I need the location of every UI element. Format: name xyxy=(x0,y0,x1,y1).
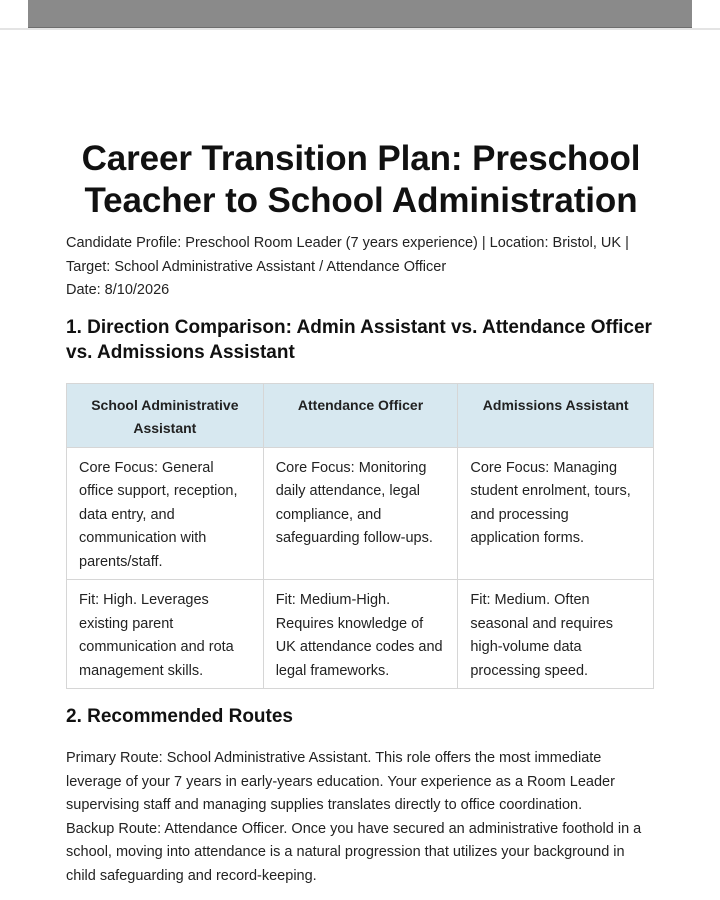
backup-route-paragraph: Backup Route: Attendance Officer. Once you have secured an administrative foothold in a school, moving into attendance is a natural progression that utilizes your background in child safeguarding and record-keeping. xyxy=(66,820,642,884)
table-cell: Fit: Medium-High. Requires knowledge of UK attendance codes and legal frameworks. xyxy=(263,580,458,689)
header-admissions-assistant: Admissions Assistant xyxy=(458,383,654,447)
section-2-heading: 2. Recommended Routes xyxy=(66,706,293,727)
table-cell: Fit: High. Leverages existing parent communication and rota management skills. xyxy=(67,580,264,689)
document-date: Date: 8/10/2026 xyxy=(66,282,170,298)
header-admin-assistant: School Administrative Assistant xyxy=(67,383,264,447)
document-page xyxy=(66,138,656,888)
table-cell: Fit: Medium. Often seasonal and requires high-volume data processing speed. xyxy=(458,580,654,689)
table-header-row xyxy=(67,383,654,447)
table-row-fit xyxy=(67,580,654,689)
header-attendance-officer: Attendance Officer xyxy=(263,383,458,447)
section-1-heading: 1. Direction Comparison: Admin Assistant vs. Attendance Officer vs. Admissions Assistant xyxy=(66,316,652,363)
top-divider xyxy=(0,28,720,30)
document-meta xyxy=(66,232,656,303)
candidate-profile: Candidate Profile: Preschool Room Leader (7 years experience) | Location: Bristol, UK | Target: School Administrative Assistant / Attendance Officer xyxy=(66,235,629,275)
table-row-core-focus xyxy=(67,447,654,580)
browser-top-bar xyxy=(28,0,692,28)
primary-route-paragraph: Primary Route: School Administrative Assistant. This role offers the most immediate leverage of your 7 years in early-years education. Your experience as a Room Leader supervising staff and managing supplies translates directly to office coordination. xyxy=(66,750,615,813)
table-cell: Core Focus: General office support, reception, data entry, and communication with parents/staff. xyxy=(67,447,264,580)
recommended-routes-text xyxy=(66,747,656,888)
direction-comparison-table xyxy=(66,383,654,690)
table-cell: Core Focus: Managing student enrolment, tours, and processing application forms. xyxy=(458,447,654,580)
table-cell: Core Focus: Monitoring daily attendance, legal compliance, and safeguarding follow-ups. xyxy=(263,447,458,580)
document-title: Career Transition Plan: Preschool Teacher to School Administration xyxy=(81,139,641,220)
